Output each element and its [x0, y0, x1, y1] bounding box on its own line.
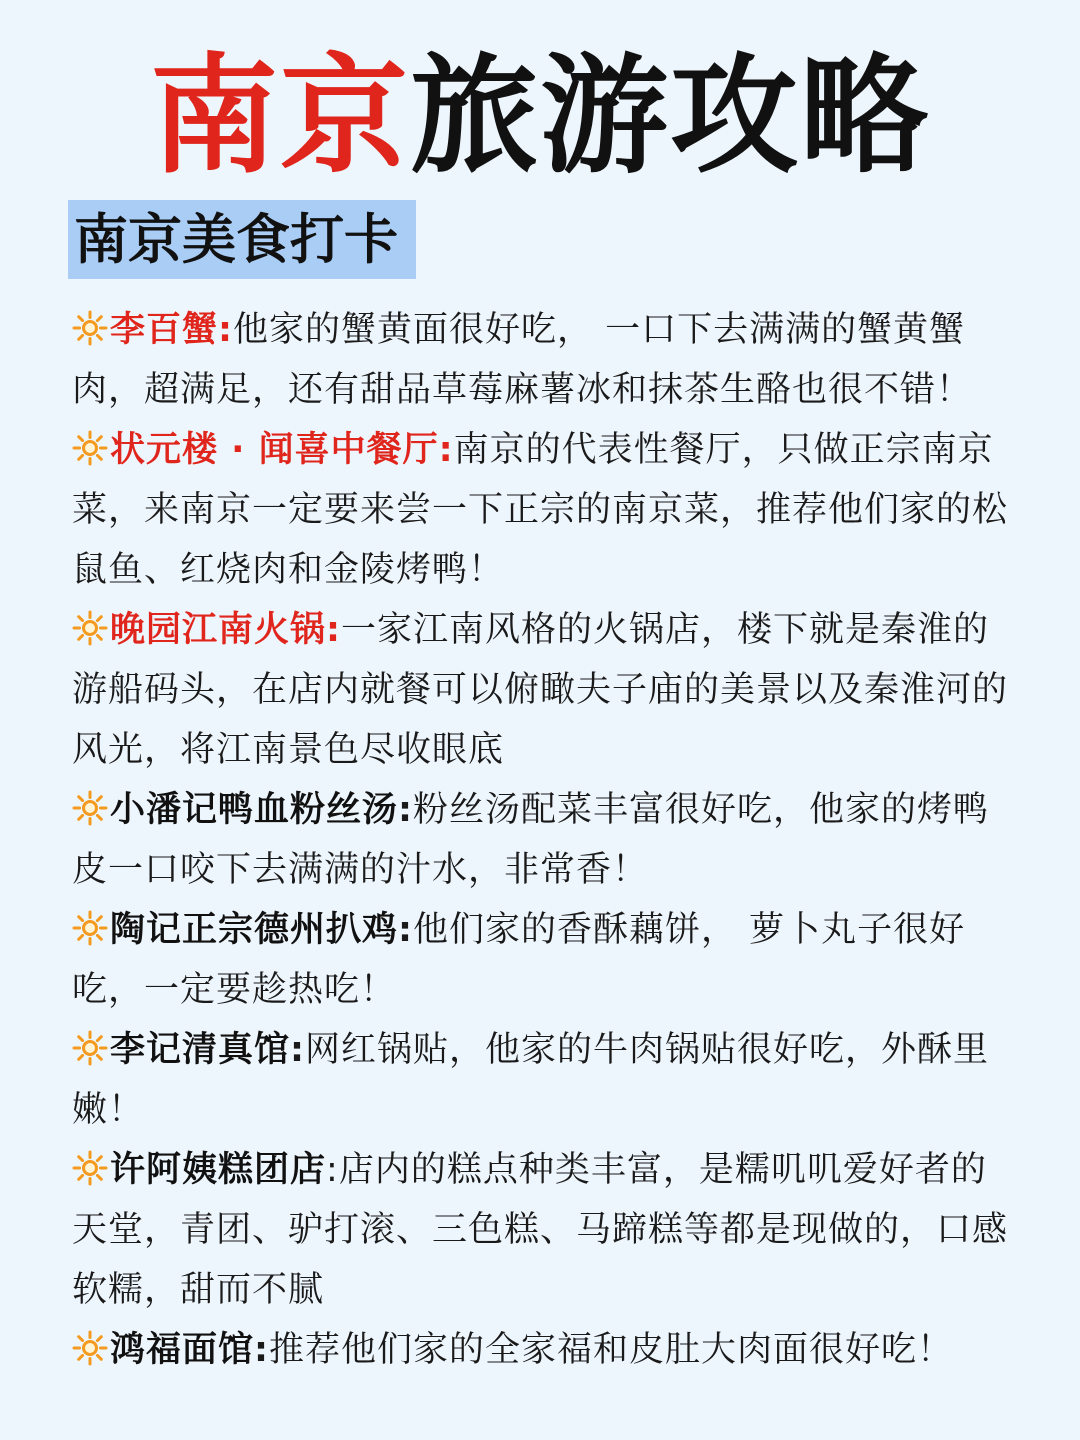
restaurant-name: 李记清真馆: [110, 1030, 291, 1070]
title-city: 南京: [149, 42, 410, 191]
restaurant-description: 网红锅贴，他家的牛肉锅贴很好吃，外酥里嫩！: [72, 1030, 990, 1130]
list-item: [72, 900, 1012, 1020]
restaurant-list: [72, 300, 1012, 1380]
restaurant-description: 一家江南风格的火锅店，楼下就是秦淮的游船码头，在店内就餐可以俯瞰夫子庙的美景以及秦淮河的风光，将江南景色尽收眼底: [72, 610, 1009, 770]
list-item: [72, 600, 1012, 780]
restaurant-name: 陶记正宗德州扒鸡: [110, 910, 399, 950]
section-heading: 南京美食打卡: [68, 200, 416, 279]
colon: :: [290, 1030, 306, 1070]
restaurant-description: 粉丝汤配菜丰富很好吃，他家的烤鸭皮一口咬下去满满的汁水，非常香！: [72, 790, 990, 890]
colon: :: [218, 310, 234, 350]
page-title: [0, 42, 1080, 192]
colon: :: [254, 1330, 270, 1370]
colon: :: [398, 790, 414, 830]
sun-icon: [72, 430, 108, 466]
sun-icon: [72, 1330, 108, 1366]
list-item: [72, 1320, 1012, 1380]
restaurant-name: 鸿福面馆: [110, 1330, 255, 1370]
restaurant-name: 小潘记鸭血粉丝汤: [110, 790, 399, 830]
colon: :: [438, 430, 454, 470]
restaurant-name: 许阿姨糕团店: [110, 1150, 327, 1190]
sun-icon: [72, 310, 108, 346]
colon: :: [398, 910, 414, 950]
title-guide: 旅游攻略: [410, 42, 931, 191]
sun-icon: [72, 790, 108, 826]
restaurant-description: 店内的糕点种类丰富，是糯叽叽爱好者的天堂，青团、驴打滚、三色糕、马蹄糕等都是现做的，口感软糯，甜而不腻: [72, 1150, 1009, 1310]
colon: :: [326, 1150, 339, 1190]
sun-icon: [72, 610, 108, 646]
restaurant-name: 李百蟹: [110, 310, 219, 350]
sun-icon: [72, 1030, 108, 1066]
list-item: [72, 780, 1012, 900]
restaurant-description: 南京的代表性餐厅，只做正宗南京菜，来南京一定要来尝一下正宗的南京菜，推荐他们家的松鼠鱼、红烧肉和金陵烤鸭！: [72, 430, 1009, 590]
sun-icon: [72, 910, 108, 946]
list-item: [72, 1140, 1012, 1320]
list-item: [72, 1020, 1012, 1140]
restaurant-name: 状元楼 · 闻喜中餐厅: [110, 430, 439, 470]
restaurant-description: 他家的蟹黄面很好吃， 一口下去满满的蟹黄蟹肉，超满足，还有甜品草莓麻薯冰和抹茶生酪也很不错！: [72, 310, 973, 410]
list-item: [72, 420, 1012, 600]
colon: :: [326, 610, 342, 650]
restaurant-description: 推荐他们家的全家福和皮肚大肉面很好吃！: [269, 1330, 954, 1370]
restaurant-description: 他们家的香酥藕饼， 萝卜丸子很好吃，一定要趁热吃！: [72, 910, 966, 1010]
restaurant-name: 晚园江南火锅: [110, 610, 327, 650]
list-item: [72, 300, 1012, 420]
sun-icon: [72, 1150, 108, 1186]
